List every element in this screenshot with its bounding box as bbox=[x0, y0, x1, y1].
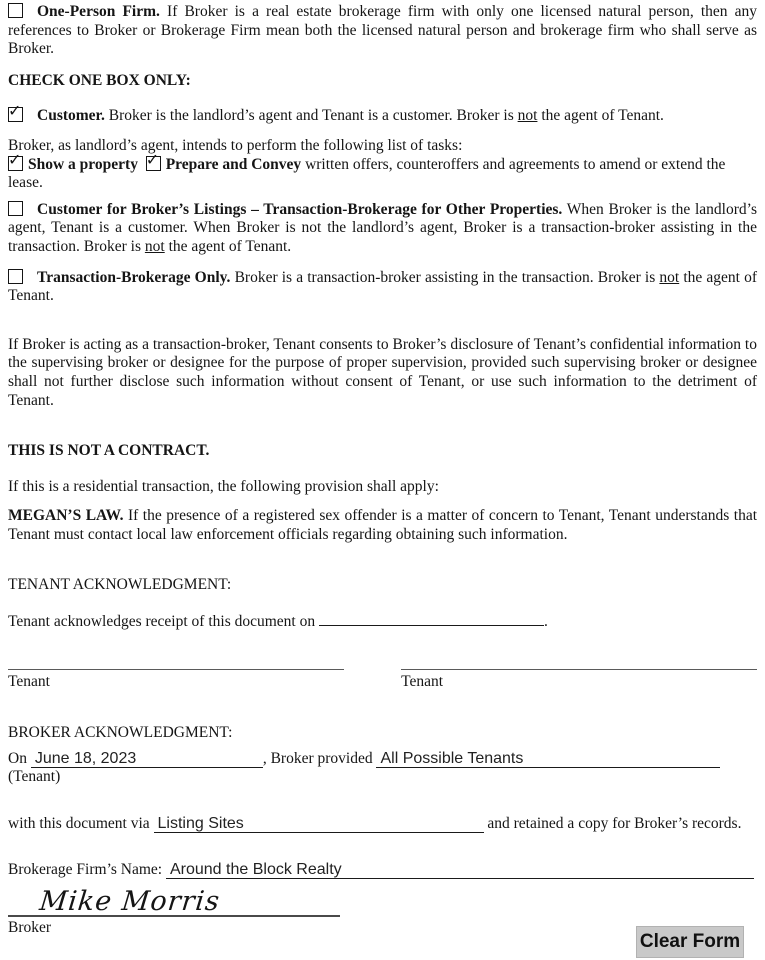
checkmark-icon: ✓ bbox=[8, 149, 22, 169]
check-one-box-heading: CHECK ONE BOX ONLY: bbox=[8, 71, 191, 89]
broker-signature-label: Broker bbox=[8, 919, 52, 937]
via-label: with this document via bbox=[8, 815, 150, 833]
transaction-only-checkbox[interactable] bbox=[8, 269, 23, 284]
customer-text-a: Broker is the landlord’s agent and Tenant is a customer. Broker is bbox=[108, 107, 518, 125]
transaction-only-text-a: Broker is a transaction-broker assisting in the transaction. Broker is bbox=[234, 268, 660, 286]
one-person-firm-label: One-Person Firm. bbox=[37, 3, 160, 20]
tenant-provided-field[interactable] bbox=[376, 750, 720, 768]
firm-label: Brokerage Firm’s Name: bbox=[8, 860, 163, 878]
via-field[interactable] bbox=[154, 815, 484, 833]
show-property-checkbox[interactable] bbox=[8, 149, 23, 171]
receipt-date-field[interactable] bbox=[319, 608, 544, 626]
tenant-signature-line-2[interactable] bbox=[401, 669, 757, 692]
megans-law-label: MEGAN’S LAW. bbox=[8, 507, 124, 525]
tenant-signature-label-2: Tenant bbox=[401, 672, 444, 690]
provided-label: , Broker provided bbox=[262, 749, 373, 767]
prepare-convey-checkbox[interactable] bbox=[145, 149, 161, 171]
megans-law-paragraph bbox=[8, 507, 757, 544]
customer-listings-checkbox[interactable] bbox=[8, 201, 23, 216]
residential-provision-text: If this is a residential transaction, the following provision shall apply: bbox=[8, 477, 439, 495]
customer-text-b: the agent of Tenant. bbox=[537, 107, 664, 125]
megans-law-text: If the presence of a registered sex offender is a matter of concern to Tenant, Tenant understands that Tenant must contact local law enforcement officials regarding obtaining such information. bbox=[8, 507, 758, 543]
via-value: Listing Sites bbox=[157, 815, 244, 833]
date-field[interactable] bbox=[31, 750, 263, 768]
transaction-only-not-word: not bbox=[659, 268, 680, 286]
broker-acknowledgment-heading: BROKER ACKNOWLEDGMENT: bbox=[8, 724, 233, 742]
one-person-firm-checkbox[interactable] bbox=[8, 3, 23, 18]
customer-listings-label: Customer for Broker’s Listings – Transaction-Brokerage for Other Properties. bbox=[37, 200, 563, 218]
document-via-row bbox=[8, 815, 757, 834]
customer-label: Customer. bbox=[37, 107, 105, 125]
one-person-firm-paragraph bbox=[8, 3, 757, 59]
broker-signature[interactable]: Mike Morris bbox=[38, 886, 222, 918]
date-value: June 18, 2023 bbox=[34, 749, 137, 767]
tenant-signature-line-1[interactable] bbox=[8, 669, 344, 692]
receipt-text: Tenant acknowledges receipt of this document on bbox=[8, 613, 316, 631]
tenant-acknowledgment-heading: TENANT ACKNOWLEDGMENT: bbox=[8, 576, 232, 594]
one-person-firm-text: If Broker is a real estate brokerage firm with only one licensed natural person, then any references to Broker or Brokerage Firm mean both the licensed natural person and brokerage firm who shall serve as Broker. bbox=[8, 3, 758, 58]
not-a-contract-heading: THIS IS NOT A CONTRACT. bbox=[8, 442, 210, 460]
transaction-only-text-b: the agent of Tenant. bbox=[8, 268, 758, 305]
receipt-period: . bbox=[543, 613, 548, 631]
tasks-block bbox=[8, 137, 757, 193]
transaction-only-label: Transaction-Brokerage Only. bbox=[37, 268, 231, 286]
customer-listings-text-b: the agent of Tenant. bbox=[164, 237, 292, 255]
disclosure-paragraph: If Broker is acting as a transaction-broker, Tenant consents to Broker’s disclosure of Tenant’s confidential information to the supervising broker or designee for the purpose of proper supervision, provided such supervising broker or designee shall not further disclose such information without consent of Tenant, or use such information to the detriment of Tenant. bbox=[8, 335, 757, 409]
option-transaction-only bbox=[8, 269, 757, 306]
customer-checkbox[interactable] bbox=[8, 101, 23, 122]
broker-provided-row bbox=[8, 750, 757, 787]
tasks-intro: Broker, as landlord’s agent, intends to perform the following list of tasks: bbox=[8, 136, 463, 154]
tenant-suffix-label: (Tenant) bbox=[8, 768, 61, 786]
tenant-signature-block bbox=[8, 669, 757, 692]
show-property-label: Show a property bbox=[28, 155, 138, 173]
checkmark-icon: ✓ bbox=[8, 101, 22, 121]
on-label: On bbox=[8, 749, 27, 767]
checkmark-icon: ✓ bbox=[145, 149, 160, 169]
receipt-row bbox=[8, 608, 757, 632]
prepare-convey-label: Prepare and Convey bbox=[165, 155, 302, 173]
customer-listings-not-word: not bbox=[144, 237, 165, 255]
option-customer-listings bbox=[8, 201, 757, 257]
customer-listings-text-a: When Broker is the landlord’s agent, Tenant is a customer. When Broker is not the landlord’s agent, Broker is a transaction-broker assisting in the transaction. Broker is bbox=[8, 200, 757, 255]
customer-not-word: not bbox=[517, 107, 538, 125]
prepare-convey-rest: written offers, counteroffers and agreements to amend or extend the lease. bbox=[8, 155, 726, 192]
firm-name-value: Around the Block Realty bbox=[169, 860, 342, 878]
tasks-line bbox=[8, 149, 757, 193]
firm-name-field[interactable] bbox=[166, 861, 754, 879]
clear-form-button[interactable]: Clear Form bbox=[636, 926, 744, 958]
option-customer bbox=[8, 101, 757, 126]
via-suffix-label: and retained a copy for Broker’s records. bbox=[487, 815, 742, 833]
tenant-provided-value: All Possible Tenants bbox=[380, 749, 524, 767]
brokerage-firm-row bbox=[8, 861, 757, 880]
tenant-signature-label-1: Tenant bbox=[8, 672, 50, 690]
